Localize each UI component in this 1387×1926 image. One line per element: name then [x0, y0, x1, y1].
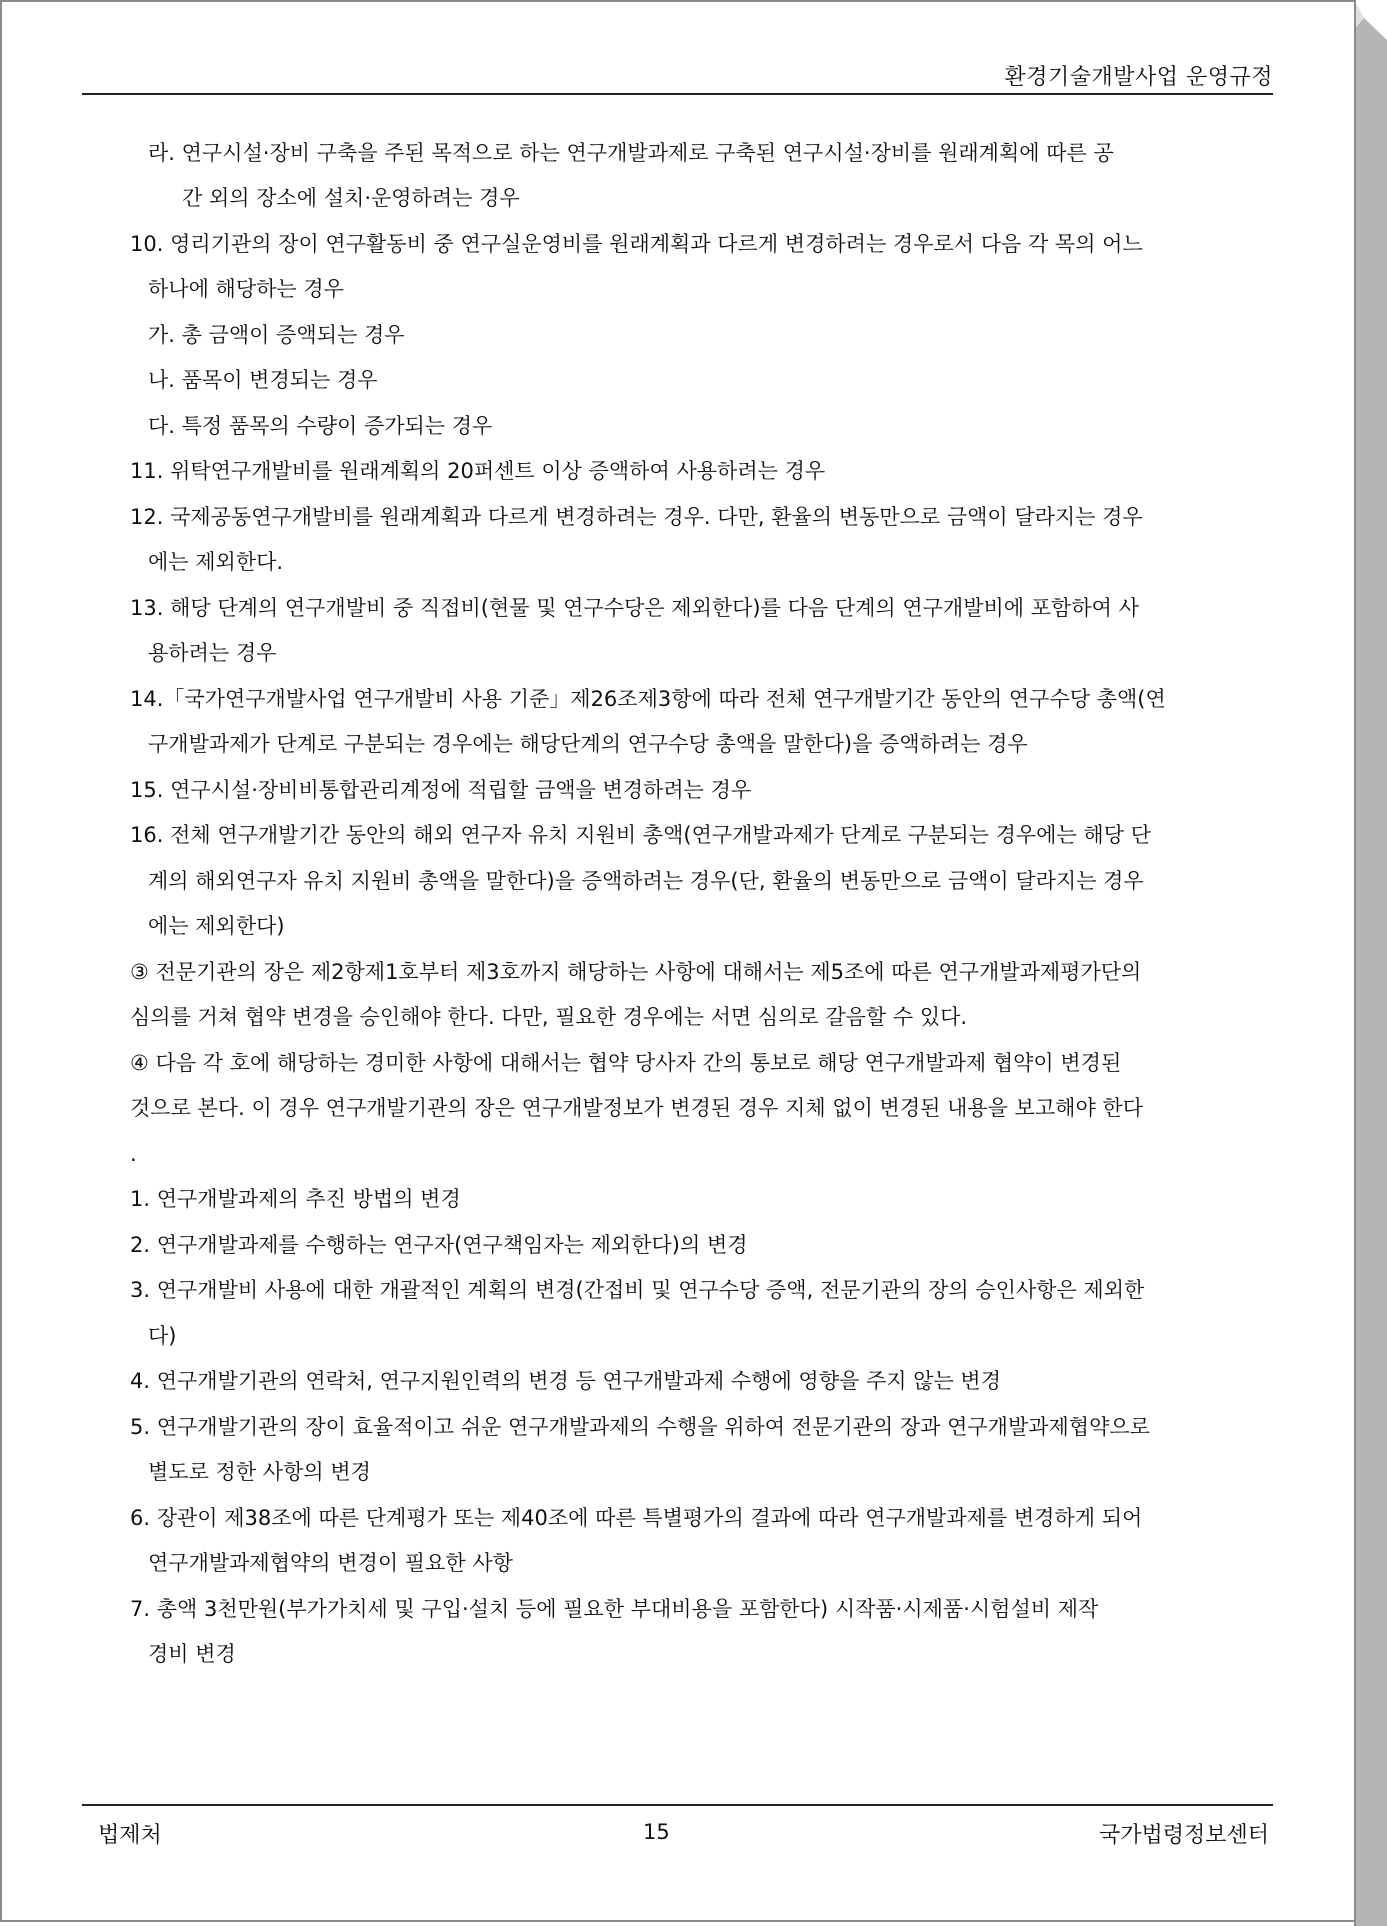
text-line: 계의 해외연구자 유치 지원비 총액을 말한다)을 증액하려는 경우(단, 환율의 변동만으로 금액이 달라지는 경우: [148, 869, 1144, 893]
text-line: 나. 품목이 변경되는 경우: [148, 368, 378, 392]
text-line: 16. 전체 연구개발기간 동안의 해외 연구자 유치 지원비 총액(연구개발과제가 단계로 구분되는 경우에는 해당 단: [130, 823, 1151, 847]
text-line: ③ 전문기관의 장은 제2항제1호부터 제3호까지 해당하는 사항에 대해서는 제5조에 따른 연구개발과제평가단의: [130, 960, 1142, 984]
text-line: ④ 다음 각 호에 해당하는 경미한 사항에 대해서는 협약 당사자 간의 통보로 해당 연구개발과제 협약이 변경된: [130, 1051, 1122, 1075]
page-curl-shadow: [1354, 0, 1387, 1926]
text-line: 1. 연구개발과제의 추진 방법의 변경: [130, 1187, 461, 1211]
text-line: 4. 연구개발기관의 연락처, 연구지원인력의 변경 등 연구개발과제 수행에 영향을 주지 않는 변경: [130, 1369, 1002, 1393]
page-number: 15: [643, 1820, 670, 1844]
text-line: 13. 해당 단계의 연구개발비 중 직접비(현물 및 연구수당은 제외한다)를 다음 단계의 연구개발비에 포함하여 사: [130, 596, 1139, 620]
text-line: 경비 변경: [148, 1642, 236, 1666]
text-line: 가. 총 금액이 증액되는 경우: [148, 323, 405, 347]
text-line: 2. 연구개발과제를 수행하는 연구자(연구책임자는 제외한다)의 변경: [130, 1233, 748, 1257]
text-line: 다): [148, 1324, 177, 1348]
footer-publisher: 법제처: [98, 1823, 162, 1848]
text-line: 심의를 거쳐 협약 변경을 승인해야 한다. 다만, 필요한 경우에는 서면 심의로 갈음할 수 있다.: [130, 1005, 968, 1029]
text-line: 12. 국제공동연구개발비를 원래계획과 다르게 변경하려는 경우. 다만, 환율의 변동만으로 금액이 달라지는 경우: [130, 505, 1143, 529]
document-header-title: 환경기술개발사업 운영규정: [1004, 65, 1273, 90]
header-divider: [82, 93, 1273, 95]
text-line: 5. 연구개발기관의 장이 효율적이고 쉬운 연구개발과제의 수행을 위하여 전문기관의 장과 연구개발과제협약으로: [130, 1415, 1150, 1439]
text-line: 에는 제외한다.: [148, 550, 284, 574]
text-line: 하나에 해당하는 경우: [148, 277, 344, 301]
text-line: 15. 연구시설·장비비통합관리계정에 적립할 금액을 변경하려는 경우: [130, 778, 752, 802]
footer-source: 국가법령정보센터: [1098, 1823, 1269, 1848]
text-line: 6. 장관이 제38조에 따른 단계평가 또는 제40조에 따른 특별평가의 결과에 따라 연구개발과제를 변경하게 되어: [130, 1506, 1143, 1530]
text-line: 구개발과제가 단계로 구분되는 경우에는 해당단계의 연구수당 총액을 말한다)을 증액하려는 경우: [148, 732, 1028, 756]
text-line: 7. 총액 3천만원(부가가치세 및 구입·설치 등에 필요한 부대비용을 포함한다) 시작품·시제품·시험설비 제작: [130, 1597, 1099, 1621]
text-line: .: [130, 1142, 137, 1166]
text-line: 것으로 본다. 이 경우 연구개발기관의 장은 연구개발정보가 변경된 경우 지체 없이 변경된 내용을 보고해야 한다: [130, 1096, 1143, 1120]
text-line: 용하려는 경우: [148, 641, 277, 665]
text-line: 14.「국가연구개발사업 연구개발비 사용 기준」제26조제3항에 따라 전체 연구개발기간 동안의 연구수당 총액(연: [130, 687, 1166, 711]
text-line: 간 외의 장소에 설치·운영하려는 경우: [182, 186, 520, 210]
text-line: 3. 연구개발비 사용에 대한 개괄적인 계획의 변경(간접비 및 연구수당 증액, 전문기관의 장의 승인사항은 제외한: [130, 1278, 1145, 1302]
text-line: 10. 영리기관의 장이 연구활동비 중 연구실운영비를 원래계획과 다르게 변경하려는 경우로서 다음 각 목의 어느: [130, 232, 1143, 256]
text-line: 라. 연구시설·장비 구축을 주된 목적으로 하는 연구개발과제로 구축된 연구시설·장비를 원래계획에 따른 공: [148, 141, 1114, 165]
text-line: 다. 특정 품목의 수량이 증가되는 경우: [148, 414, 493, 438]
text-line: 에는 제외한다): [148, 914, 285, 938]
text-line: 연구개발과제협약의 변경이 필요한 사항: [148, 1551, 513, 1575]
footer-divider: [82, 1804, 1273, 1806]
text-line: 11. 위탁연구개발비를 원래계획의 20퍼센트 이상 증액하여 사용하려는 경우: [130, 459, 826, 483]
text-line: 별도로 정한 사항의 변경: [148, 1460, 371, 1484]
